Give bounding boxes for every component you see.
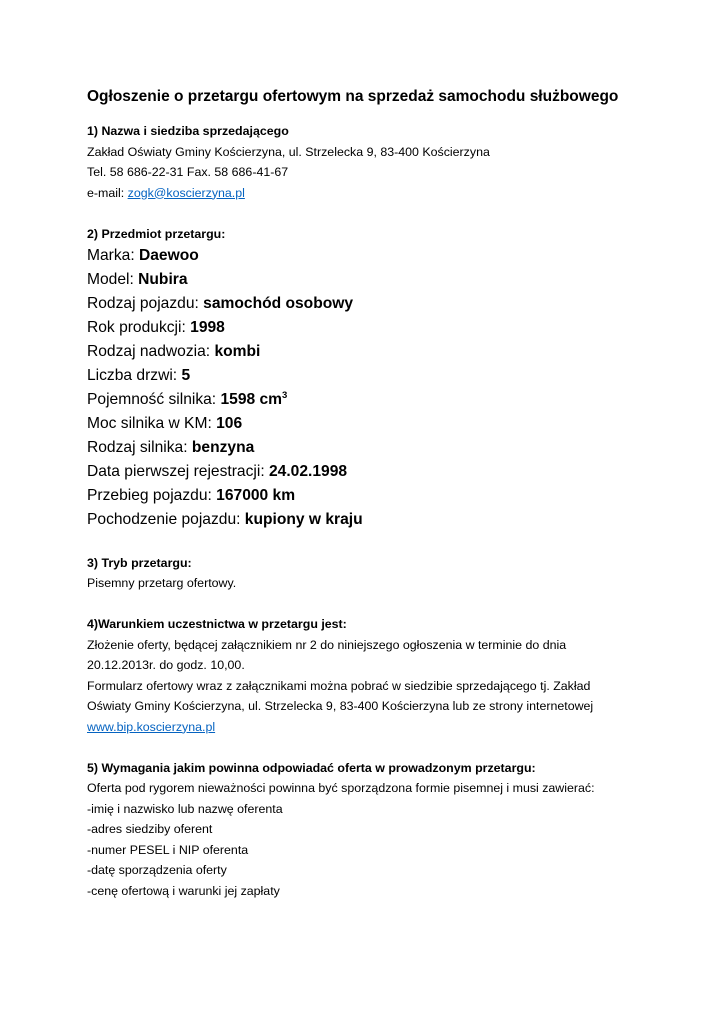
section-seller-heading: 1) Nazwa i siedziba sprzedającego <box>87 124 289 138</box>
spec-value: 5 <box>181 367 191 384</box>
spec-origin <box>87 508 677 532</box>
spec-value: kupiony w kraju <box>244 511 363 528</box>
spec-model <box>87 268 677 292</box>
section-tender-mode <box>87 553 677 594</box>
spec-value: samochód osobowy <box>203 295 354 312</box>
section-subject-heading: 2) Przedmiot przetargu: <box>87 226 226 241</box>
requirement-line: -cenę ofertową i warunki jej zapłaty <box>87 883 280 898</box>
participation-line: Oświaty Gminy Kościerzyna, ul. Strzelecka 9, 83-400 Kościerzyna lub ze strony internetowej <box>87 699 594 713</box>
spec-production-year <box>87 316 677 340</box>
section-subject <box>87 224 677 533</box>
spec-label: Rodzaj nadwozia: <box>87 343 215 360</box>
seller-email-link[interactable]: zogk@koscierzyna.pl <box>127 185 245 200</box>
spec-label: Przebieg pojazdu: <box>87 487 217 504</box>
spec-horsepower <box>87 412 677 436</box>
spec-label: Liczba drzwi: <box>87 367 182 384</box>
spacer <box>87 203 677 224</box>
section-offer-requirements <box>87 758 677 902</box>
spec-label: Rok produkcji: <box>87 319 191 336</box>
spec-label: Pojemność silnika: <box>87 391 221 408</box>
spec-value: 1998 <box>190 319 225 336</box>
tender-mode-text: Pisemny przetarg ofertowy. <box>87 576 237 590</box>
spec-value: 24.02.1998 <box>269 463 348 480</box>
spec-label: Model: <box>87 271 139 288</box>
spec-label: Data pierwszej rejestracji: <box>87 463 269 480</box>
section-tender-mode-heading: 3) Tryb przetargu: <box>87 555 192 570</box>
spec-mileage <box>87 484 677 508</box>
spec-engine-capacity <box>87 388 677 412</box>
spacer <box>87 737 677 758</box>
participation-line: Złożenie oferty, będącej załącznikiem nr 2 do niniejszego ogłoszenia w terminie do dnia <box>87 637 567 652</box>
spec-value-superscript: 3 <box>282 390 288 401</box>
participation-link-line <box>87 717 677 738</box>
spec-value-number: 1598 cm <box>220 391 283 408</box>
spec-value: Daewoo <box>139 247 199 264</box>
spec-label: Moc silnika w KM: <box>87 415 217 432</box>
section-seller <box>87 121 677 203</box>
spec-label: Rodzaj pojazdu: <box>87 295 204 312</box>
spec-doors <box>87 364 677 388</box>
spec-label: Rodzaj silnika: <box>87 439 192 456</box>
seller-phone: Tel. 58 686-22-31 Fax. 58 686-41-67 <box>87 165 289 179</box>
section-participation-heading: 4)Warunkiem uczestnictwa w przetargu jest: <box>87 617 347 631</box>
spec-body-type <box>87 340 677 364</box>
spec-engine-type <box>87 436 677 460</box>
requirement-line: -imię i nazwisko lub nazwę oferenta <box>87 801 283 816</box>
section-participation <box>87 614 677 737</box>
spec-value: 167000 km <box>216 487 296 504</box>
spec-label: Pochodzenie pojazdu: <box>87 511 245 528</box>
requirement-line: -numer PESEL i NIP oferenta <box>87 842 249 857</box>
spec-value: 106 <box>216 415 243 432</box>
spec-value: kombi <box>214 343 261 360</box>
requirement-line: Oferta pod rygorem nieważności powinna być sporządzona formie pisemnej i musi zawierać: <box>87 781 595 795</box>
participation-line: 20.12.2013r. do godz. 10,00. <box>87 658 245 672</box>
spec-value <box>220 391 287 408</box>
spacer <box>87 532 677 553</box>
requirement-line: -adres siedziby oferent <box>87 822 213 836</box>
seller-address: Zakład Oświaty Gminy Kościerzyna, ul. Strzelecka 9, 83-400 Kościerzyna <box>87 144 490 159</box>
participation-line: Formularz ofertowy wraz z załącznikami można pobrać w siedzibie sprzedającego tj. Zakład <box>87 678 591 693</box>
document-title: Ogłoszenie o przetargu ofertowym na sprzedaż samochodu służbowego <box>87 88 619 105</box>
requirement-line: -datę sporządzenia oferty <box>87 863 227 877</box>
spec-value: benzyna <box>191 439 255 456</box>
seller-email-line <box>87 183 677 204</box>
document-page <box>87 86 677 901</box>
seller-email-label: e-mail: <box>87 185 128 200</box>
spec-value: Nubira <box>138 271 188 288</box>
spacer <box>87 594 677 615</box>
spec-brand <box>87 244 677 268</box>
bip-website-link[interactable]: www.bip.koscierzyna.pl <box>87 719 216 734</box>
spec-vehicle-type <box>87 292 677 316</box>
section-offer-requirements-heading: 5) Wymagania jakim powinna odpowiadać oferta w prowadzonym przetargu: <box>87 760 536 775</box>
spec-label: Marka: <box>87 247 139 264</box>
spec-first-registration <box>87 460 677 484</box>
